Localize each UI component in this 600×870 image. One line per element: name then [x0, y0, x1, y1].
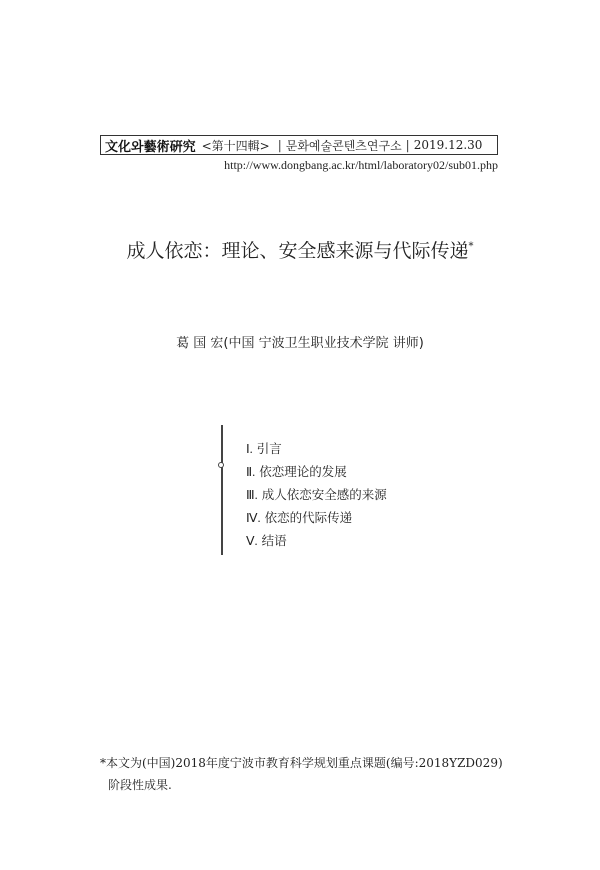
toc-item-label: 结语 [261, 533, 287, 548]
toc-item-number: Ⅳ. [246, 511, 261, 525]
toc-item-label: 依恋理论的发展 [259, 464, 347, 479]
toc-item[interactable] [246, 529, 387, 552]
article-title-text: 成人依恋：理论、安全感来源与代际传递 [126, 240, 469, 262]
separator: | [405, 138, 410, 152]
toc-item-number: Ⅱ. [246, 465, 256, 479]
toc-item-label: 依恋的代际传递 [264, 510, 353, 525]
journal-header [100, 135, 498, 155]
institute-name: 문화예술콘텐츠연구소 [285, 138, 402, 153]
toc-item[interactable] [246, 506, 387, 529]
footnote-line-2: 阶段性成果. [108, 778, 172, 792]
journal-url[interactable]: http://www.dongbang.ac.kr/html/laboratory02/sub01.php [224, 158, 498, 172]
toc-marker-dot [218, 462, 224, 468]
toc-item-number: Ⅲ. [246, 488, 258, 502]
title-footnote-mark: * [468, 241, 474, 252]
toc-item-label: 成人依恋安全感的来源 [261, 487, 387, 502]
footnote-line-1: *本文为(中国)2018年度宁波市教育科学规划重点课题(编号:2018YZD029) [100, 756, 503, 770]
footnote [100, 752, 520, 796]
article-title [0, 236, 600, 263]
toc-divider [221, 425, 223, 555]
journal-name-main: 文化와 [105, 139, 144, 155]
toc-item-number: Ⅴ. [246, 534, 258, 548]
table-of-contents [246, 437, 387, 552]
publish-date: 2019.12.30 [413, 138, 483, 152]
toc-item[interactable] [246, 460, 387, 483]
author-line: 葛 国 宏(中国 宁波卫生职业技术学院 讲师) [176, 336, 424, 351]
toc-item[interactable] [246, 483, 387, 506]
toc-item-label: 引言 [256, 441, 282, 456]
toc-item[interactable] [246, 437, 387, 460]
journal-name-tail: 藝術硏究 [143, 139, 196, 155]
separator: | [277, 138, 282, 152]
issue-number: <第十四輯> [201, 138, 270, 153]
journal-name [105, 136, 196, 155]
toc-item-number: Ⅰ. [246, 442, 253, 456]
